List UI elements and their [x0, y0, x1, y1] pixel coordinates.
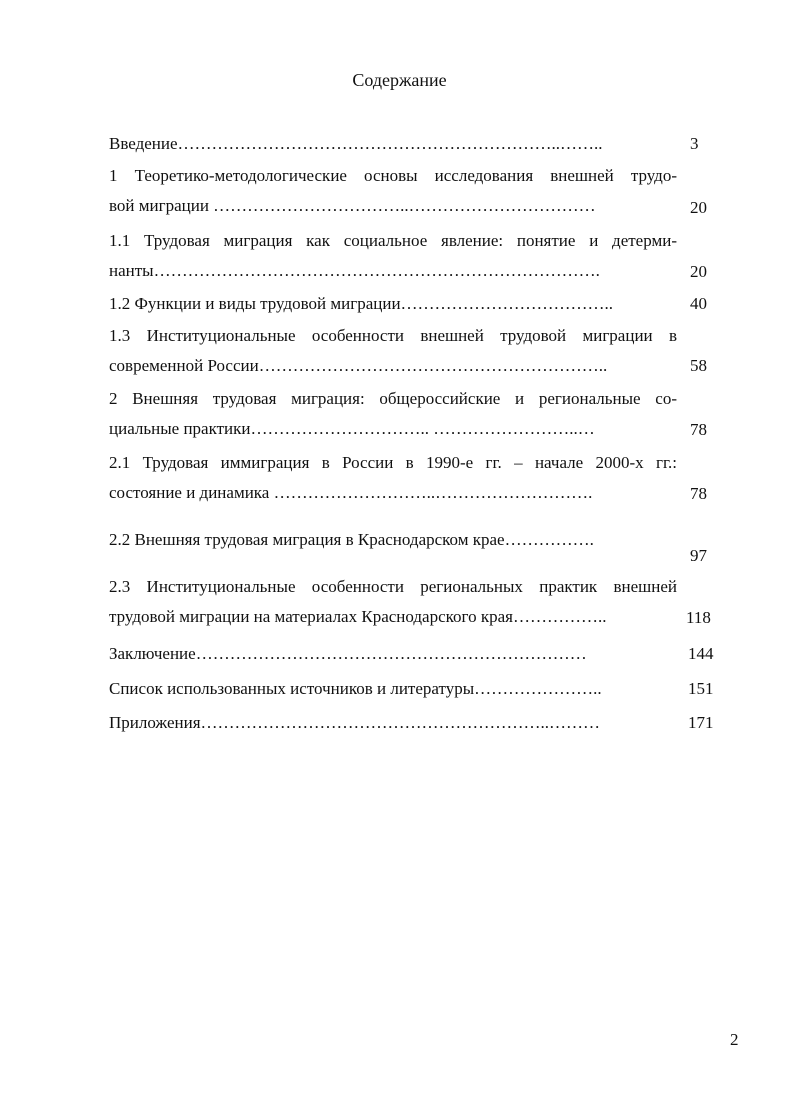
toc-entry-introduction: [109, 134, 677, 154]
toc-entry-section-2-3: [109, 577, 677, 627]
toc-page-number: 144: [688, 644, 714, 663]
toc-entry-text: циальные практики………………………….. ……………………..…: [109, 419, 595, 438]
toc-entry-text: 1.1 Трудовая миграция как социальное явление: понятие и детерми-: [109, 231, 677, 250]
toc-page-number: 20: [690, 262, 707, 281]
toc-page-number: 151: [688, 679, 714, 698]
toc-entry-chapter-1: [109, 166, 677, 216]
toc-entry-text: Введение…………………………………………………………..……..: [109, 134, 603, 153]
toc-page-number: 171: [688, 713, 714, 732]
toc-entry-text: вой миграции ……………………………..……………………………: [109, 196, 596, 215]
toc-entry-section-1-1: [109, 231, 677, 281]
toc-entry-appendices: [109, 713, 677, 733]
toc-entry-section-1-2: [109, 294, 677, 314]
toc-page-number: 78: [690, 420, 707, 439]
toc-entry-text: трудовой миграции на материалах Краснодарского края……………..: [109, 607, 607, 626]
toc-entry-text: 2.1 Трудовая иммиграция в России в 1990-е гг. – начале 2000-х гг.:: [109, 453, 677, 472]
toc-entry-text: современной России……………………………………………………..: [109, 356, 608, 375]
toc-entry-text: 1.2 Функции и виды трудовой миграции………………………………..: [109, 294, 614, 313]
toc-page-number: 3: [690, 134, 699, 153]
toc-entry-text: 2 Внешняя трудовая миграция: общероссийские и региональные со-: [109, 389, 677, 408]
toc-entry-text: Список использованных источников и литературы…………………..: [109, 679, 602, 698]
toc-entry-text: Заключение……………………………………………………………: [109, 644, 587, 663]
toc-entry-references: [109, 679, 677, 699]
toc-page-number: 78: [690, 484, 707, 503]
toc-entry-chapter-2: [109, 389, 677, 439]
toc-entry-text: 2.3 Институциональные особенности региональных практик внешней: [109, 577, 677, 596]
toc-page-number: 58: [690, 356, 707, 375]
page-title: Содержание: [352, 70, 447, 90]
toc-page-number: 20: [690, 198, 707, 217]
toc-page-number: 118: [686, 608, 711, 627]
toc-entry-section-2-2: [109, 530, 677, 550]
toc-entry-section-2-1: [109, 453, 677, 503]
toc-page-number: 40: [690, 294, 707, 313]
toc-entry-text: нанты…………………………………………………………………….: [109, 261, 600, 280]
toc-entry-text: 2.2 Внешняя трудовая миграция в Краснодарском крае…………….: [109, 530, 594, 549]
toc-entry-text: Приложения……………………………………………………..………: [109, 713, 601, 732]
toc-entry-conclusion: [109, 644, 677, 664]
toc-entry-text: 1 Теоретико-методологические основы исследования внешней трудо-: [109, 166, 677, 185]
toc-entry-text: состояние и динамика ………………………..……………………….: [109, 483, 593, 502]
toc-entry-section-1-3: [109, 326, 677, 376]
toc-page-number: 97: [690, 546, 707, 565]
toc-entry-text: 1.3 Институциональные особенности внешней трудовой миграции в: [109, 326, 677, 345]
page-number: 2: [730, 1030, 739, 1049]
